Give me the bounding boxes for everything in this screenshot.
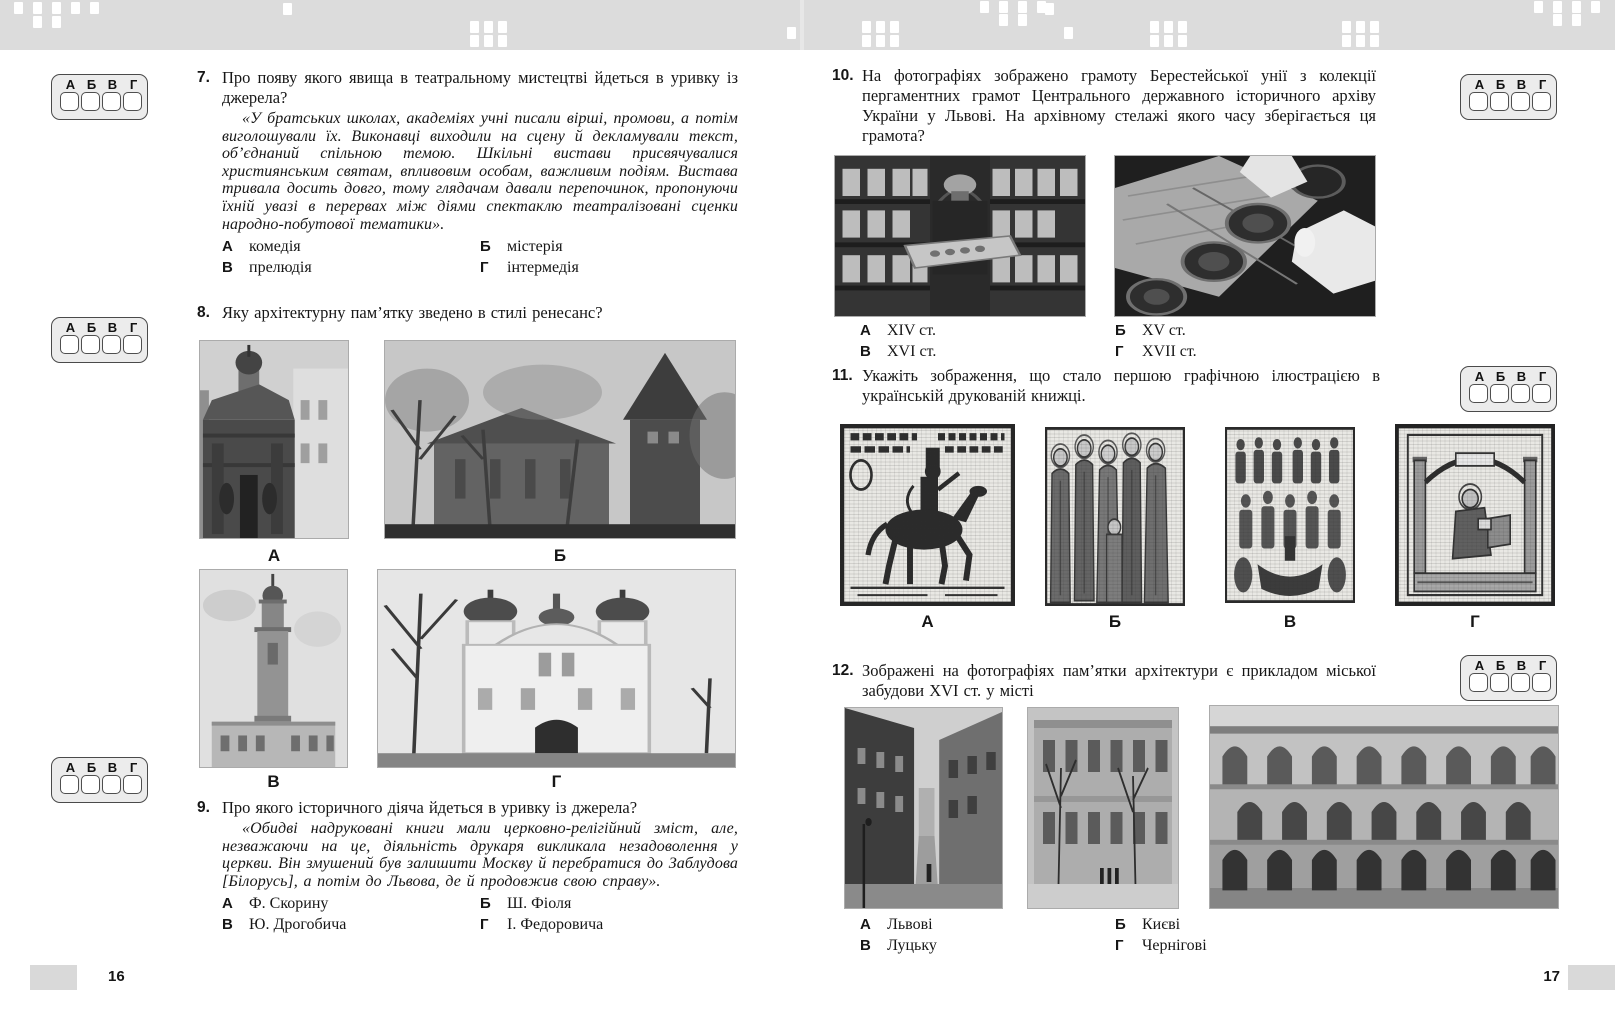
saints-woodcut — [1045, 427, 1185, 606]
answer-grid-q9 — [51, 757, 148, 803]
footer-corner-square-right — [1568, 965, 1615, 990]
courtyard-illustration — [1210, 706, 1558, 908]
options-q7 — [222, 238, 738, 277]
question-8 — [197, 303, 738, 323]
option-label: XVI ст. — [887, 343, 937, 360]
question-10 — [832, 66, 1376, 146]
option-a — [222, 238, 480, 256]
source-quote: «Обидві надруковані книги мали церковно-релігійний зміст, але, незважаючи на це, діяльність друкаря викликала незадоволення у церкви. Він змушений був залишити Москву й перебратися до Заблудова [Білорусь], а потім до Львова, де й продовжив свою справу». — [222, 820, 738, 890]
option-letter: Б — [1115, 322, 1126, 339]
horseman-woodcut — [840, 424, 1015, 606]
option-label: Ф. Скорину — [249, 895, 329, 913]
question-9 — [197, 798, 738, 934]
woodcut-q11-g-evangelist — [1395, 424, 1555, 606]
option-label: XV ст. — [1142, 322, 1186, 339]
woodcut-q11-b-saints — [1045, 427, 1185, 606]
photo-q8-g-white-cathedral — [378, 570, 735, 767]
answer-letter: В — [1516, 369, 1527, 384]
option-label: Києві — [1142, 916, 1181, 933]
option-label: Львові — [887, 916, 933, 933]
answer-cell-b[interactable] — [81, 775, 100, 794]
question-text: Про появу якого явища в театральному мистецтві йдеться в уривку із джерела? — [222, 68, 738, 107]
option-label: Ю. Дрогобича — [249, 916, 347, 934]
option-a — [222, 895, 480, 913]
answer-cell-v[interactable] — [1511, 92, 1530, 111]
question-7 — [197, 68, 738, 277]
answer-letter: Г — [129, 320, 138, 335]
gothic-church-illustration — [385, 341, 735, 538]
answer-cell-g[interactable] — [123, 92, 142, 111]
option-b — [480, 238, 738, 256]
question-number: 7. — [197, 69, 210, 86]
option-label: Луцьку — [887, 937, 937, 954]
answer-cell-g[interactable] — [1532, 384, 1551, 403]
answer-letter: В — [107, 77, 118, 92]
evangelist-woodcut — [1395, 424, 1555, 606]
answer-cell-a[interactable] — [60, 92, 79, 111]
answer-cell-b[interactable] — [1490, 92, 1509, 111]
answer-letter: А — [1474, 369, 1485, 384]
answer-letter: Г — [1538, 369, 1547, 384]
page-gutter-line — [800, 0, 804, 50]
answer-letter: Б — [1495, 658, 1506, 673]
page-number-left: 16 — [108, 968, 125, 985]
assembly-woodcut — [1225, 427, 1355, 603]
option-b — [1115, 322, 1376, 340]
answer-letter: А — [1474, 77, 1485, 92]
photo-q12-facade — [1028, 708, 1178, 908]
source-quote: «У братських школах, академіях учні писали вірші, промови, а потім виголошували їх. Виконавці виходили на сцену й декламували текст, об’єднаний спільною темою. Шкільні вистави присвячувалися християнським святам, впливовим особам, важливим подіям. Вистава тривала досить довго, тому глядачам давали перепочинок, пропонуючи їхній увазі в перервах між діями спектаклю театралізовані сценки народно-побутової тематики». — [222, 110, 738, 233]
photo-q8-v-tower — [200, 570, 347, 767]
option-letter: В — [860, 343, 871, 360]
option-v — [860, 937, 1115, 955]
page-number-right: 17 — [1543, 968, 1560, 985]
option-v — [222, 259, 480, 277]
options-q9 — [222, 895, 738, 934]
option-letter: Г — [1115, 937, 1124, 954]
option-letter: Б — [480, 238, 491, 256]
option-label: XIV ст. — [887, 322, 937, 339]
answer-cell-v[interactable] — [102, 335, 121, 354]
image-label-v: В — [267, 772, 280, 791]
option-letter: А — [860, 916, 871, 933]
option-a — [860, 322, 1115, 340]
answer-letter: Г — [129, 77, 138, 92]
woodcut-q11-a-horseman — [840, 424, 1015, 606]
option-g — [480, 259, 738, 277]
image-label-g: Г — [551, 772, 562, 791]
option-label: містерія — [507, 238, 563, 256]
wax-seals-illustration — [1115, 156, 1375, 316]
options-q10 — [832, 322, 1376, 361]
answer-letter: А — [1474, 658, 1485, 673]
answer-letter: Б — [1495, 77, 1506, 92]
question-text: Про якого історичного діяча йдеться в уривку із джерела? — [222, 798, 638, 817]
image-label-v: В — [1283, 612, 1297, 631]
answer-cell-v[interactable] — [1511, 384, 1530, 403]
answer-cell-a[interactable] — [1469, 673, 1488, 692]
archive-illustration — [835, 156, 1085, 316]
answer-cell-b[interactable] — [1490, 673, 1509, 692]
chapel-illustration — [200, 341, 348, 538]
option-letter: В — [860, 937, 871, 954]
option-b — [1115, 916, 1376, 934]
answer-grid-q10 — [1460, 74, 1557, 120]
question-text: Зображені на фотографіях пам’ятки архітектури є прикладом міської забудови XVI ст. у місті — [862, 661, 1376, 700]
answer-letter: Б — [86, 77, 97, 92]
question-number: 12. — [832, 662, 854, 679]
answer-letter: Б — [1495, 369, 1506, 384]
answer-letter: Б — [86, 760, 97, 775]
answer-grid-q11 — [1460, 366, 1557, 412]
answer-grid-q12 — [1460, 655, 1557, 701]
option-letter: А — [222, 238, 233, 256]
footer-corner-square-left — [30, 965, 77, 990]
photo-q10-archive — [835, 156, 1085, 316]
answer-letter: Г — [129, 760, 138, 775]
answer-cell-a[interactable] — [60, 335, 79, 354]
answer-cell-g[interactable] — [1532, 673, 1551, 692]
answer-letter: В — [107, 320, 118, 335]
option-letter: Б — [1115, 916, 1126, 933]
answer-letter: Г — [1538, 658, 1547, 673]
image-label-a: А — [267, 546, 281, 565]
question-12 — [832, 661, 1376, 701]
answer-cell-v[interactable] — [1511, 673, 1530, 692]
answer-cell-b[interactable] — [81, 92, 100, 111]
question-number: 11. — [832, 367, 853, 384]
photo-q10-seals — [1115, 156, 1375, 316]
answer-grid-q8 — [51, 317, 148, 363]
option-a — [860, 916, 1115, 934]
answer-cell-b[interactable] — [81, 335, 100, 354]
answer-cell-a[interactable] — [60, 775, 79, 794]
answer-cell-a[interactable] — [1469, 384, 1488, 403]
answer-cell-g[interactable] — [1532, 92, 1551, 111]
option-letter: Б — [480, 895, 491, 913]
photo-q12-street — [845, 708, 1002, 908]
image-label-g: Г — [1470, 612, 1480, 631]
answer-letter: А — [65, 320, 76, 335]
header-band-decor — [0, 0, 1615, 50]
answer-cell-b[interactable] — [1490, 384, 1509, 403]
question-text: На фотографіях зображено грамоту Берестейської унії з колекції пергаментних грамот Центрального державного історичного архіву України у Львові. На архівному стелажі якого часу зберігається ця грамота? — [862, 66, 1376, 145]
answer-cell-v[interactable] — [102, 775, 121, 794]
photo-q8-a-chapel — [200, 341, 348, 538]
option-label: І. Федоровича — [507, 916, 604, 934]
tower-illustration — [200, 570, 347, 767]
option-letter: Г — [480, 916, 489, 934]
option-label: Ш. Фіоля — [507, 895, 572, 913]
answer-letter: Б — [86, 320, 97, 335]
answer-letter: В — [1516, 77, 1527, 92]
photo-q12-courtyard — [1210, 706, 1558, 908]
option-g — [1115, 937, 1376, 955]
option-label: прелюдія — [249, 259, 312, 277]
option-g — [1115, 343, 1376, 361]
answer-letter: В — [1516, 658, 1527, 673]
answer-letter: А — [65, 77, 76, 92]
question-11 — [832, 366, 1380, 406]
street-illustration — [845, 708, 1002, 908]
option-label: XVII ст. — [1142, 343, 1197, 360]
answer-cell-a[interactable] — [1469, 92, 1488, 111]
woodcut-q11-v-assembly — [1225, 427, 1355, 603]
option-letter: А — [222, 895, 233, 913]
option-g — [480, 916, 738, 934]
option-b — [480, 895, 738, 913]
answer-cell-g[interactable] — [123, 335, 142, 354]
option-letter: Г — [480, 259, 489, 277]
question-text: Укажіть зображення, що стало першою графічною ілюстрацією в українській друкованій книжці. — [862, 366, 1380, 405]
image-label-b: Б — [553, 546, 567, 565]
option-label: комедія — [249, 238, 301, 256]
answer-grid-q7 — [51, 74, 148, 120]
image-label-b: Б — [1108, 612, 1122, 631]
facade-illustration — [1028, 708, 1178, 908]
option-label: інтермедія — [507, 259, 579, 277]
question-text: Яку архітектурну пам’ятку зведено в стилі ренесанс? — [222, 303, 603, 322]
white-cathedral-illustration — [378, 570, 735, 767]
image-label-a: А — [921, 612, 934, 631]
answer-letter: В — [107, 760, 118, 775]
option-letter: А — [860, 322, 871, 339]
option-v — [222, 916, 480, 934]
options-q12 — [832, 916, 1376, 955]
question-number: 8. — [197, 304, 210, 321]
answer-letter: Г — [1538, 77, 1547, 92]
option-letter: В — [222, 916, 233, 934]
answer-cell-v[interactable] — [102, 92, 121, 111]
question-number: 9. — [197, 799, 210, 816]
photo-q8-b-cathedral — [385, 341, 735, 538]
answer-cell-g[interactable] — [123, 775, 142, 794]
option-v — [860, 343, 1115, 361]
option-letter: В — [222, 259, 233, 277]
answer-letter: А — [65, 760, 76, 775]
question-number: 10. — [832, 67, 854, 84]
option-letter: Г — [1115, 343, 1124, 360]
option-label: Чернігові — [1142, 937, 1207, 954]
